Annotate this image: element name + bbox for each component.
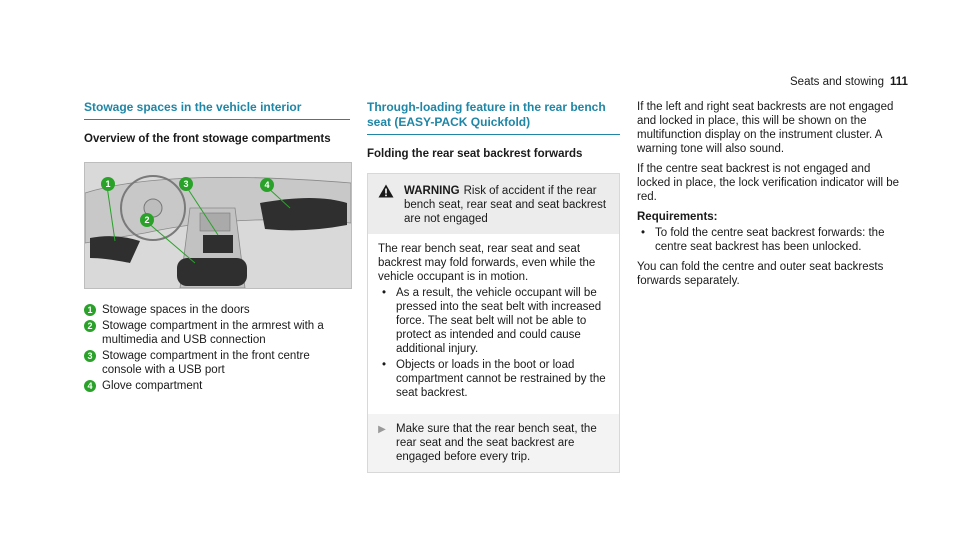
legend-badge-2: 2 [84,320,96,332]
callout-badge-2: 2 [140,213,154,227]
paragraph-centre-backrest: If the centre seat backrest is not engaged and locked in place, the lock verification indicator will be red. [637,163,900,203]
bullet-dot: • [382,287,387,299]
legend-badge-3: 3 [84,350,96,362]
warning-box [367,173,620,473]
section-rule [84,119,350,120]
bullet-dot: • [382,359,387,371]
legend-badge-4: 4 [84,380,96,392]
warning-body-text: The rear bench seat, rear seat and seat backrest may fold forwards, even while the vehicle occupant is in motion. [378,243,596,283]
warning-body [368,234,619,400]
list-item [637,226,902,254]
requirement-1: To fold the centre seat backrest forwards: the centre seat backrest has been unlocked. [655,227,885,253]
column-through-loading [367,100,620,473]
page-number: 111 [889,76,908,88]
list-item [378,358,609,400]
list-item [84,379,350,393]
list-item [84,349,350,377]
warning-header [368,174,619,234]
action-arrow-icon: ▶ [378,424,386,435]
warning-title-text: Risk of accident if the rear bench seat, rear seat and seat backrest are not engaged [404,185,607,225]
running-header [790,76,908,88]
legend-text-1: Stowage spaces in the doors [102,304,250,316]
subtitle-front-stowage: Overview of the front stowage compartments [84,133,331,145]
requirements-title: Requirements: [637,211,718,223]
legend-badge-1: 1 [84,304,96,316]
column-backrest-info [637,100,902,294]
warning-bullet-2: Objects or loads in the boot or load compartment cannot be restrained by the seat backrest. [396,359,606,399]
section-title-stowage: Stowage spaces in the vehicle interior [84,100,302,114]
warning-action-text: Make sure that the rear bench seat, the rear seat and the seat backrest are engaged before every trip. [396,423,597,463]
column-stowage-spaces [84,100,350,395]
heading-folding-backrest: Folding the rear seat backrest forwards [367,148,583,160]
paragraph-left-right-backrests: If the left and right seat backrests are not engaged and locked in place, this will be shown on the multifunction display on the instrument cluster. A warning tone will also sound. [637,101,894,155]
section-rule [367,134,620,135]
section-title-through-loading: Through-loading feature in the rear bench seat (EASY-PACK Quickfold) [367,100,606,129]
paragraph-fold-separately: You can fold the centre and outer seat backrests forwards separately. [637,261,884,287]
warning-action [368,414,619,472]
legend-text-3: Stowage compartment in the front centre console with a USB port [102,350,310,376]
interior-drawing [85,163,351,288]
vehicle-interior-illustration [84,162,352,289]
callout-badge-4: 4 [260,178,274,192]
running-head-title: Seats and stowing [790,76,884,88]
callout-badge-1: 1 [101,177,115,191]
warning-triangle-icon [378,184,394,226]
list-item [84,319,350,347]
warning-title [404,184,609,226]
list-item [378,286,609,356]
legend-text-2: Stowage compartment in the armrest with a multimedia and USB connection [102,320,324,346]
callout-badge-3: 3 [179,177,193,191]
legend-text-4: Glove compartment [102,380,203,392]
list-item [84,303,350,317]
bullet-dot: • [641,227,646,239]
warning-label: WARNING [404,185,460,197]
callout-legend [84,303,350,393]
warning-bullet-1: As a result, the vehicle occupant will be pressed into the seat belt with increased force. The seat belt will not be able to protect as intended and could cause additional injury. [396,287,602,355]
